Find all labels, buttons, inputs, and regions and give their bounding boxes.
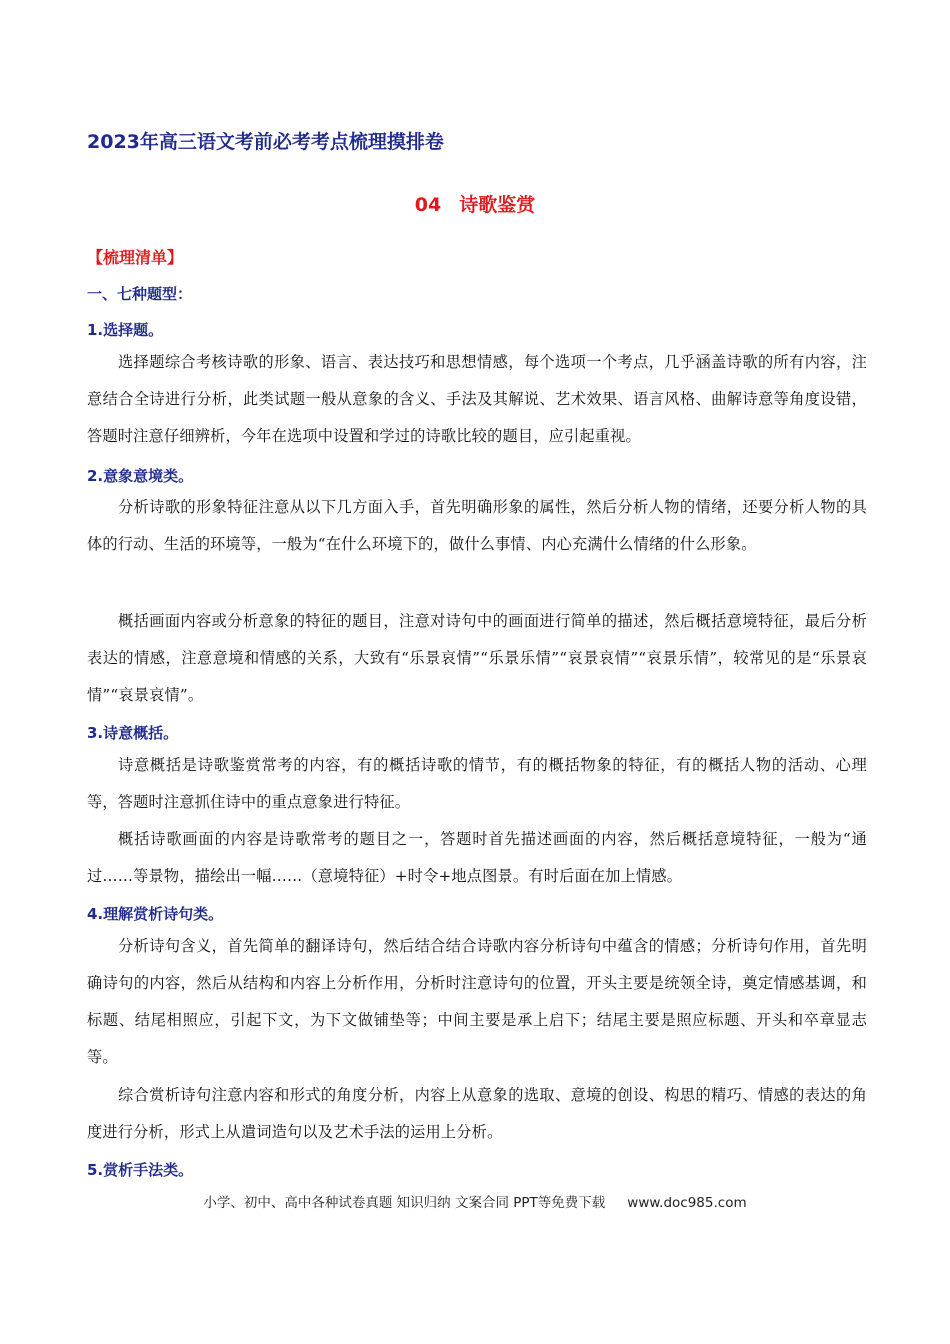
section-1-paragraph-1: 选择题综合考核诗歌的形象、语言、表达技巧和思想情感，每个选项一个考点，几乎涵盖诗歌的所有内容，注意结合全诗进行分析，此类试题一般从意象的含义、手法及其解说、艺术效果、语言风格、曲解诗意等角度设错，答题时注意仔细辨析，今年在选项中设置和学过的诗歌比较的题目，应引起重视。 xyxy=(87,353,867,445)
footer-link[interactable]: www.doc985.com xyxy=(627,1195,747,1211)
section-heading-3: 3.诗意概括。 xyxy=(87,724,179,742)
part-heading: 一、七种题型： xyxy=(87,285,193,303)
document-title: 2023年高三语文考前必考考点梳理摸排卷 xyxy=(87,131,444,153)
section-3-paragraph-2: 概括诗歌画面的内容是诗歌常考的题目之一，答题时首先描述画面的内容，然后概括意境特征，一般为“通过……等景物，描绘出一幅……（意境特征）+时令+地点图景。有时后面在加上情感。 xyxy=(87,830,867,885)
chapter-name: 诗歌鉴赏 xyxy=(459,194,536,216)
section-heading-2: 2.意象意境类。 xyxy=(87,467,194,485)
section-label: 【梳理清单】 xyxy=(87,248,184,267)
footer-text: 小学、初中、高中各种试卷真题 知识归纳 文案合同 PPT等免费下载 xyxy=(203,1195,606,1211)
section-heading-1: 1.选择题。 xyxy=(87,321,164,339)
section-4-paragraph-1: 分析诗句含义，首先简单的翻译诗句，然后结合结合诗歌内容分析诗句中蕴含的情感；分析诗句作用，首先明确诗句的内容，然后从结构和内容上分析作用，分析时注意诗句的位置，开头主要是统领全诗，奠定情感基调，和标题、结尾相照应，引起下文，为下文做铺垫等；中间主要是承上启下；结尾主要是照应标题、开头和卒章显志等。 xyxy=(87,937,867,1066)
chapter-number: 04 xyxy=(414,194,442,216)
section-2-paragraph-1: 分析诗歌的形象特征注意从以下几方面入手，首先明确形象的属性，然后分析人物的情绪，还要分析人物的具体的行动、生活的环境等，一般为“在什么环境下的，做什么事情、内心充满什么情绪的什么形象。 xyxy=(87,498,867,553)
section-4-paragraph-2: 综合赏析诗句注意内容和形式的角度分析，内容上从意象的选取、意境的创设、构思的精巧、情感的表达的角度进行分析，形式上从遣词造句以及艺术手法的运用上分析。 xyxy=(87,1086,867,1141)
section-2-paragraph-2: 概括画面内容或分析意象的特征的题目，注意对诗句中的画面进行简单的描述，然后概括意境特征，最后分析表达的情感，注意意境和情感的关系，大致有“乐景哀情”“乐景乐情”“哀景哀情”“哀景乐情”，较常见的是“乐景哀情”“哀景哀情”。 xyxy=(87,612,867,704)
chapter-title xyxy=(0,190,950,217)
page-footer xyxy=(0,1191,950,1211)
section-heading-5: 5.赏析手法类。 xyxy=(87,1161,194,1179)
section-heading-4: 4.理解赏析诗句类。 xyxy=(87,905,224,923)
section-3-paragraph-1: 诗意概括是诗歌鉴赏常考的内容，有的概括诗歌的情节，有的概括物象的特征，有的概括人物的活动、心理等，答题时注意抓住诗中的重点意象进行特征。 xyxy=(87,756,867,811)
